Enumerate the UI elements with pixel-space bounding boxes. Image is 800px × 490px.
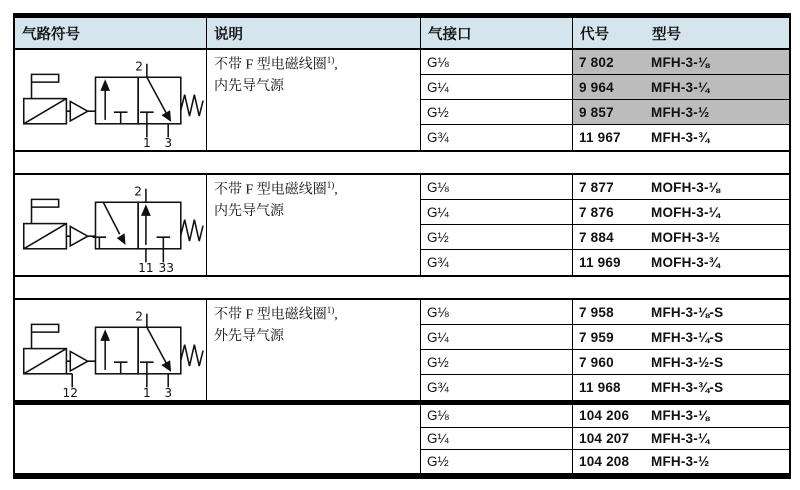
footnote-marker: 1) bbox=[326, 305, 335, 315]
svg-text:33: 33 bbox=[158, 261, 174, 275]
part-code: 9 964 bbox=[579, 79, 614, 95]
code-model-cell bbox=[573, 300, 789, 325]
port-size-cell: G¾ bbox=[421, 125, 573, 150]
part-code: 11 968 bbox=[579, 380, 621, 395]
svg-text:2: 2 bbox=[133, 184, 142, 199]
part-code: 9 857 bbox=[579, 104, 614, 120]
part-code: 7 959 bbox=[579, 329, 614, 345]
port-size-cell: G¾ bbox=[421, 250, 573, 275]
model-number: MFH-3-¼-S bbox=[651, 329, 724, 345]
description-cell: 不带 F 型电磁线圈$^{1)}$, 内先导气源 bbox=[207, 175, 421, 275]
product-group-mfh bbox=[15, 50, 789, 152]
svg-text:12: 12 bbox=[62, 386, 78, 400]
port-size-cell: G⅛ bbox=[421, 175, 573, 200]
code-model-cell bbox=[573, 125, 789, 150]
port-size-cell: G¾ bbox=[421, 375, 573, 400]
svg-text:1: 1 bbox=[142, 386, 151, 400]
description-cell: 不带 F 型电磁线圈$^{1)}$, 外先导气源 bbox=[207, 300, 421, 400]
svg-text:3: 3 bbox=[163, 386, 172, 400]
part-code: 7 802 bbox=[579, 54, 614, 70]
header-port: 气接口 bbox=[421, 18, 573, 48]
valve-selection-table bbox=[13, 13, 791, 479]
header-description: 说明 bbox=[207, 18, 421, 48]
port-size-cell: G½ bbox=[421, 350, 573, 375]
model-number: MOFH-3-¼ bbox=[651, 204, 721, 220]
product-group-mfh-s bbox=[15, 300, 789, 400]
code-model-cell bbox=[573, 350, 789, 375]
code-model-cell bbox=[573, 50, 789, 75]
model-number: MFH-3-¾ bbox=[651, 130, 710, 145]
code-model-cell bbox=[573, 200, 789, 225]
model-number: MFH-3-⅛ bbox=[651, 408, 710, 424]
part-code: 7 884 bbox=[579, 229, 614, 245]
valve-3-2-external-pilot-icon bbox=[16, 303, 206, 400]
code-model-cell bbox=[573, 375, 789, 400]
code-model-cell bbox=[573, 75, 789, 100]
part-code: 104 206 bbox=[579, 408, 630, 424]
port-size-cell: G½ bbox=[421, 450, 573, 473]
svg-text:2: 2 bbox=[134, 59, 143, 74]
valve-3-2-normally-open-icon bbox=[16, 178, 206, 275]
port-size-cell: G¼ bbox=[421, 325, 573, 350]
table-header-row bbox=[15, 18, 789, 50]
code-model-cell bbox=[573, 325, 789, 350]
model-number: MFH-3-⅛-S bbox=[651, 304, 724, 320]
code-model-cell bbox=[573, 450, 789, 473]
pneumatic-symbol-cell bbox=[15, 50, 207, 150]
description-cell: 不带 F 型电磁线圈$^{1)}$, 内先导气源 bbox=[207, 50, 421, 150]
port-size-cell: G¼ bbox=[421, 200, 573, 225]
model-number: MFH-3-⅛ bbox=[651, 54, 710, 70]
header-model: 型号 bbox=[652, 26, 681, 43]
model-number: MFH-3-¼ bbox=[651, 79, 710, 95]
part-code: 11 967 bbox=[579, 130, 621, 145]
port-size-cell: G⅛ bbox=[421, 300, 573, 325]
part-code: 7 960 bbox=[579, 354, 614, 370]
code-model-cell bbox=[573, 100, 789, 125]
model-number: MFH-3-½-S bbox=[651, 354, 724, 370]
port-size-cell: G½ bbox=[421, 100, 573, 125]
group-spacer bbox=[15, 277, 789, 300]
model-number: MFH-3-½ bbox=[651, 104, 710, 120]
model-number: MFH-3-½ bbox=[651, 453, 710, 469]
footnote-marker: 1) bbox=[326, 55, 335, 65]
model-number: MFH-3-¼ bbox=[651, 430, 710, 446]
port-size-cell: G⅛ bbox=[421, 405, 573, 428]
product-group-mofh bbox=[15, 175, 789, 277]
svg-text:11: 11 bbox=[137, 261, 154, 275]
model-number: MFH-3-¾-S bbox=[651, 380, 724, 395]
svg-text:2: 2 bbox=[134, 309, 143, 324]
code-model-cell bbox=[573, 405, 789, 428]
port-size-cell: G¼ bbox=[421, 428, 573, 451]
port-size-cell: G⅛ bbox=[421, 50, 573, 75]
part-code: 104 207 bbox=[579, 430, 630, 446]
port-size-cell: G½ bbox=[421, 225, 573, 250]
pneumatic-symbol-cell bbox=[15, 175, 207, 275]
code-model-cell bbox=[573, 225, 789, 250]
part-code: 7 958 bbox=[579, 304, 614, 320]
code-model-cell bbox=[573, 428, 789, 451]
footnote-marker: 1) bbox=[326, 180, 335, 190]
valve-3-2-internal-pilot-icon bbox=[16, 53, 206, 150]
product-group-mfh-104 bbox=[15, 405, 789, 473]
code-model-cell bbox=[573, 250, 789, 275]
part-code: 104 208 bbox=[579, 453, 630, 469]
model-number: MOFH-3-½ bbox=[651, 229, 721, 245]
code-model-cell bbox=[573, 175, 789, 200]
header-code-model bbox=[573, 18, 789, 48]
svg-text:1: 1 bbox=[142, 136, 151, 150]
header-code: 代号 bbox=[580, 26, 609, 43]
model-number: MOFH-3-⅛ bbox=[651, 179, 721, 195]
header-symbol: 气路符号 bbox=[15, 18, 207, 48]
empty-symbol-description-cell bbox=[15, 405, 421, 473]
table-bottom-rule bbox=[15, 473, 789, 479]
group-spacer bbox=[15, 152, 789, 175]
part-code: 7 877 bbox=[579, 179, 614, 195]
svg-text:3: 3 bbox=[163, 136, 172, 150]
port-size-cell: G¼ bbox=[421, 75, 573, 100]
part-code: 11 969 bbox=[579, 255, 621, 270]
part-code: 7 876 bbox=[579, 204, 614, 220]
pneumatic-symbol-cell bbox=[15, 300, 207, 400]
model-number: MOFH-3-¾ bbox=[651, 255, 721, 270]
